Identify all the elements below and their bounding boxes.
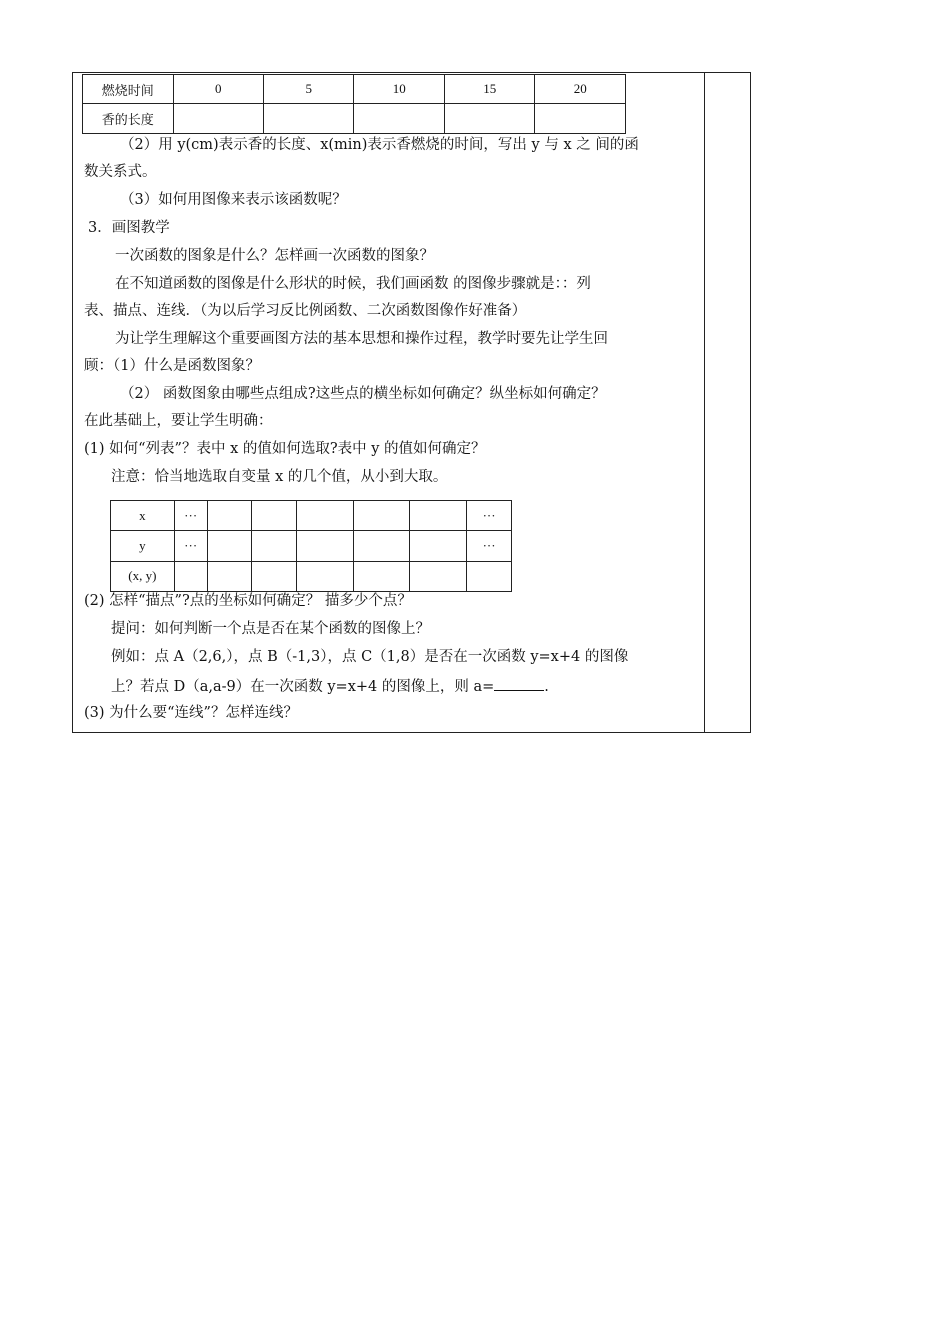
ellipsis: ··· — [467, 501, 512, 531]
table-cell — [297, 561, 354, 591]
table-cell — [174, 561, 207, 591]
table-cell — [263, 104, 353, 134]
table-cell — [207, 501, 252, 531]
burn-time-table — [82, 74, 626, 134]
text-line: （2） 函数图象由哪些点组成?这些点的横坐标如何确定？纵坐标如何确定？ — [120, 386, 606, 402]
ellipsis: ··· — [174, 531, 207, 561]
table-cell — [467, 561, 512, 591]
text-line: 注意：恰当地选取自变量 x 的几个值，从小到大取。 — [111, 469, 448, 485]
text-line: 顾：（1）什么是函数图象？ — [84, 358, 260, 374]
table-cell — [444, 104, 535, 134]
x-label: x — [111, 501, 175, 531]
table-cell — [410, 531, 467, 561]
time-5: 5 — [263, 75, 353, 104]
text-line: （2）用 y(cm)表示香的长度、x(min)表示香燃烧的时间，写出 y 与 x 之 间的函 — [120, 137, 639, 153]
right-column-divider — [704, 72, 705, 733]
text-line: 一次函数的图象是什么？怎样画一次函数的图象？ — [115, 248, 434, 264]
table-cell — [252, 561, 297, 591]
burn-time-label: 燃烧时间 — [83, 75, 174, 104]
table-cell — [173, 104, 263, 134]
table-cell — [410, 561, 467, 591]
text-line: 例如：点 A（2,6,），点 B（-1,3），点 C（1,8）是否在一次函数 y=x+4 的图像 — [111, 649, 629, 665]
table-cell — [535, 104, 626, 134]
text-line: (2) 怎样“描点”?点的坐标如何确定？ 描多少个点？ — [84, 593, 412, 609]
table-cell — [207, 531, 252, 561]
text-line: 在不知道函数的图像是什么形状的时候，我们画函数 的图像步骤就是：：列 — [115, 276, 591, 292]
y-label: y — [111, 531, 175, 561]
text-line: (1) 如何“列表”？表中 x 的值如何选取?表中 y 的值如何确定？ — [84, 441, 486, 457]
table-cell — [353, 561, 410, 591]
table-cell — [353, 501, 410, 531]
time-10: 10 — [354, 75, 445, 104]
time-0: 0 — [173, 75, 263, 104]
table-cell — [252, 531, 297, 561]
time-15: 15 — [444, 75, 535, 104]
table-cell — [410, 501, 467, 531]
ellipsis: ··· — [174, 501, 207, 531]
text-line: 为让学生理解这个重要画图方法的基本思想和操作过程，教学时要先让学生回 — [115, 331, 608, 347]
text-segment: 上？若点 D（a,a-9）在一次函数 y=x+4 的图像上，则 a= — [111, 679, 495, 695]
text-line: （3）如何用图像来表示该函数呢？ — [120, 192, 347, 208]
text-line: 在此基础上，要让学生明确： — [84, 413, 273, 429]
table-cell — [207, 561, 252, 591]
ellipsis: ··· — [467, 531, 512, 561]
section-heading: 3．画图教学 — [88, 220, 170, 236]
text-line: 表、描点、连线．（为以后学习反比例函数、二次函数图像作好准备） — [84, 303, 527, 319]
text-line: 数关系式。 — [84, 164, 157, 180]
table-cell — [297, 531, 354, 561]
incense-length-label: 香的长度 — [83, 104, 174, 134]
answer-blank — [494, 676, 544, 691]
table-cell — [297, 501, 354, 531]
table-cell — [353, 531, 410, 561]
text-line — [111, 676, 549, 696]
text-line: (3) 为什么要“连线”？怎样连线？ — [84, 705, 298, 721]
xy-table — [110, 500, 512, 592]
time-20: 20 — [535, 75, 626, 104]
text-line: 提问：如何判断一个点是否在某个函数的图像上？ — [111, 621, 430, 637]
table-cell — [252, 501, 297, 531]
text-segment: . — [544, 679, 549, 695]
xy-label: (x, y) — [111, 561, 175, 591]
table-cell — [354, 104, 445, 134]
